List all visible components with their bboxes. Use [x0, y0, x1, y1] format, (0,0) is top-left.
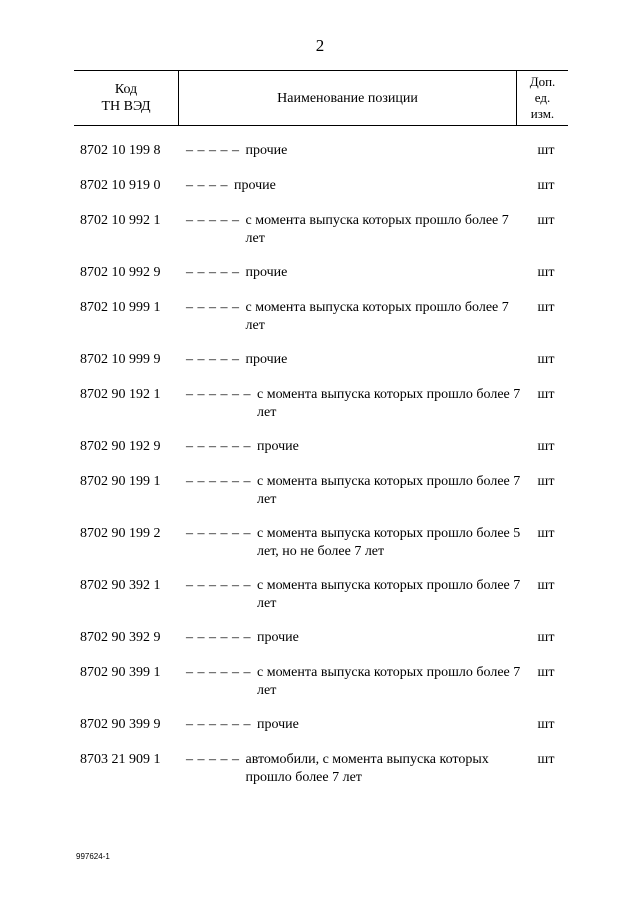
row-dashes: – – – – –	[186, 300, 240, 315]
row-code: 8702 10 992 9	[80, 265, 161, 280]
row-code: 8702 90 192 1	[80, 387, 161, 402]
row-dashes: – – – –	[186, 178, 228, 193]
row-text: автомобили, с момента выпуска которых прошло более 7 лет	[245, 752, 489, 785]
row-description	[186, 264, 526, 282]
row-unit: шт	[537, 439, 555, 454]
row-unit: шт	[537, 143, 555, 158]
row-dashes: – – – – – –	[186, 474, 251, 489]
table-row	[0, 212, 640, 264]
row-dashes: – – – – – –	[186, 387, 251, 402]
header-unit-line2: ед.	[534, 90, 551, 105]
row-text: прочие	[245, 143, 288, 158]
row-text: прочие	[257, 439, 299, 454]
row-code: 8702 10 999 1	[80, 300, 161, 315]
row-code: 8702 90 399 1	[80, 665, 161, 680]
row-code: 8702 10 999 9	[80, 352, 161, 367]
table-row	[0, 716, 640, 751]
row-text: с момента выпуска которых прошло более 7 лет	[257, 578, 521, 611]
row-text: прочие	[257, 630, 299, 645]
row-text: прочие	[245, 352, 288, 367]
header-code-line2: ТН ВЭД	[101, 99, 151, 114]
row-dashes: – – – – –	[186, 265, 240, 280]
row-unit: шт	[537, 630, 555, 645]
table-row	[0, 351, 640, 386]
row-dashes: – – – – – –	[186, 578, 251, 593]
page-number: 2	[315, 36, 325, 55]
row-unit: шт	[537, 665, 555, 680]
row-unit: шт	[537, 474, 555, 489]
header-unit-line1: Доп.	[529, 74, 556, 89]
row-text: с момента выпуска которых прошло более 5 лет, но не более 7 лет	[257, 526, 521, 559]
row-unit: шт	[537, 752, 555, 767]
row-unit: шт	[537, 352, 555, 367]
table-row	[0, 299, 640, 351]
row-unit: шт	[537, 178, 555, 193]
row-dashes: – – – – –	[186, 752, 240, 767]
row-text: с момента выпуска которых прошло более 7 лет	[257, 474, 521, 507]
header-code	[74, 71, 179, 125]
table-row	[0, 577, 640, 629]
row-description	[186, 177, 526, 195]
header-code-line1: Код	[114, 82, 138, 97]
row-code: 8702 90 199 1	[80, 474, 161, 489]
row-unit: шт	[537, 578, 555, 593]
table-row	[0, 664, 640, 716]
row-code: 8702 90 399 9	[80, 717, 161, 732]
row-text: прочие	[245, 265, 288, 280]
row-unit: шт	[537, 213, 555, 228]
row-code: 8702 90 392 9	[80, 630, 161, 645]
row-dashes: – – – – – –	[186, 526, 251, 541]
row-description	[186, 751, 526, 787]
row-description	[186, 629, 526, 647]
row-code: 8702 90 192 9	[80, 439, 161, 454]
header-name: Наименование позиции	[179, 71, 517, 125]
row-text: с момента выпуска которых прошло более 7 лет	[257, 387, 521, 420]
row-description	[186, 142, 526, 160]
table-row	[0, 473, 640, 525]
row-code: 8703 21 909 1	[80, 752, 161, 767]
row-unit: шт	[537, 387, 555, 402]
row-text: прочие	[234, 178, 276, 193]
table-row	[0, 264, 640, 299]
row-description	[186, 525, 526, 561]
row-dashes: – – – – – –	[186, 717, 251, 732]
footer-doc-id: 997624-1	[76, 852, 110, 861]
row-unit: шт	[537, 717, 555, 732]
row-description	[186, 664, 526, 700]
row-dashes: – – – – – –	[186, 665, 251, 680]
row-description	[186, 577, 526, 613]
header-unit	[517, 71, 568, 125]
header-unit-line3: изм.	[530, 106, 555, 121]
row-dashes: – – – – –	[186, 213, 240, 228]
table-row	[0, 438, 640, 473]
table-row	[0, 629, 640, 664]
row-description	[186, 299, 526, 335]
row-text: с момента выпуска которых прошло более 7 лет	[245, 300, 509, 333]
row-unit: шт	[537, 265, 555, 280]
row-text: прочие	[257, 717, 299, 732]
row-dashes: – – – – –	[186, 352, 240, 367]
table-header	[74, 70, 568, 126]
row-code: 8702 10 992 1	[80, 213, 161, 228]
row-dashes: – – – – – –	[186, 630, 251, 645]
row-text: с момента выпуска которых прошло более 7 лет	[245, 213, 509, 246]
table-row	[0, 751, 640, 803]
row-description	[186, 212, 526, 248]
row-text: с момента выпуска которых прошло более 7 лет	[257, 665, 521, 698]
row-code: 8702 10 919 0	[80, 178, 161, 193]
row-description	[186, 438, 526, 456]
row-description	[186, 386, 526, 422]
table-row	[0, 177, 640, 212]
row-dashes: – – – – –	[186, 143, 240, 158]
row-description	[186, 473, 526, 509]
table-row	[0, 525, 640, 577]
table-body	[0, 142, 640, 803]
row-code: 8702 90 199 2	[80, 526, 161, 541]
row-description	[186, 716, 526, 734]
row-unit: шт	[537, 300, 555, 315]
table-row	[0, 142, 640, 177]
row-dashes: – – – – – –	[186, 439, 251, 454]
row-description	[186, 351, 526, 369]
row-unit: шт	[537, 526, 555, 541]
row-code: 8702 10 199 8	[80, 143, 161, 158]
row-code: 8702 90 392 1	[80, 578, 161, 593]
table-row	[0, 386, 640, 438]
